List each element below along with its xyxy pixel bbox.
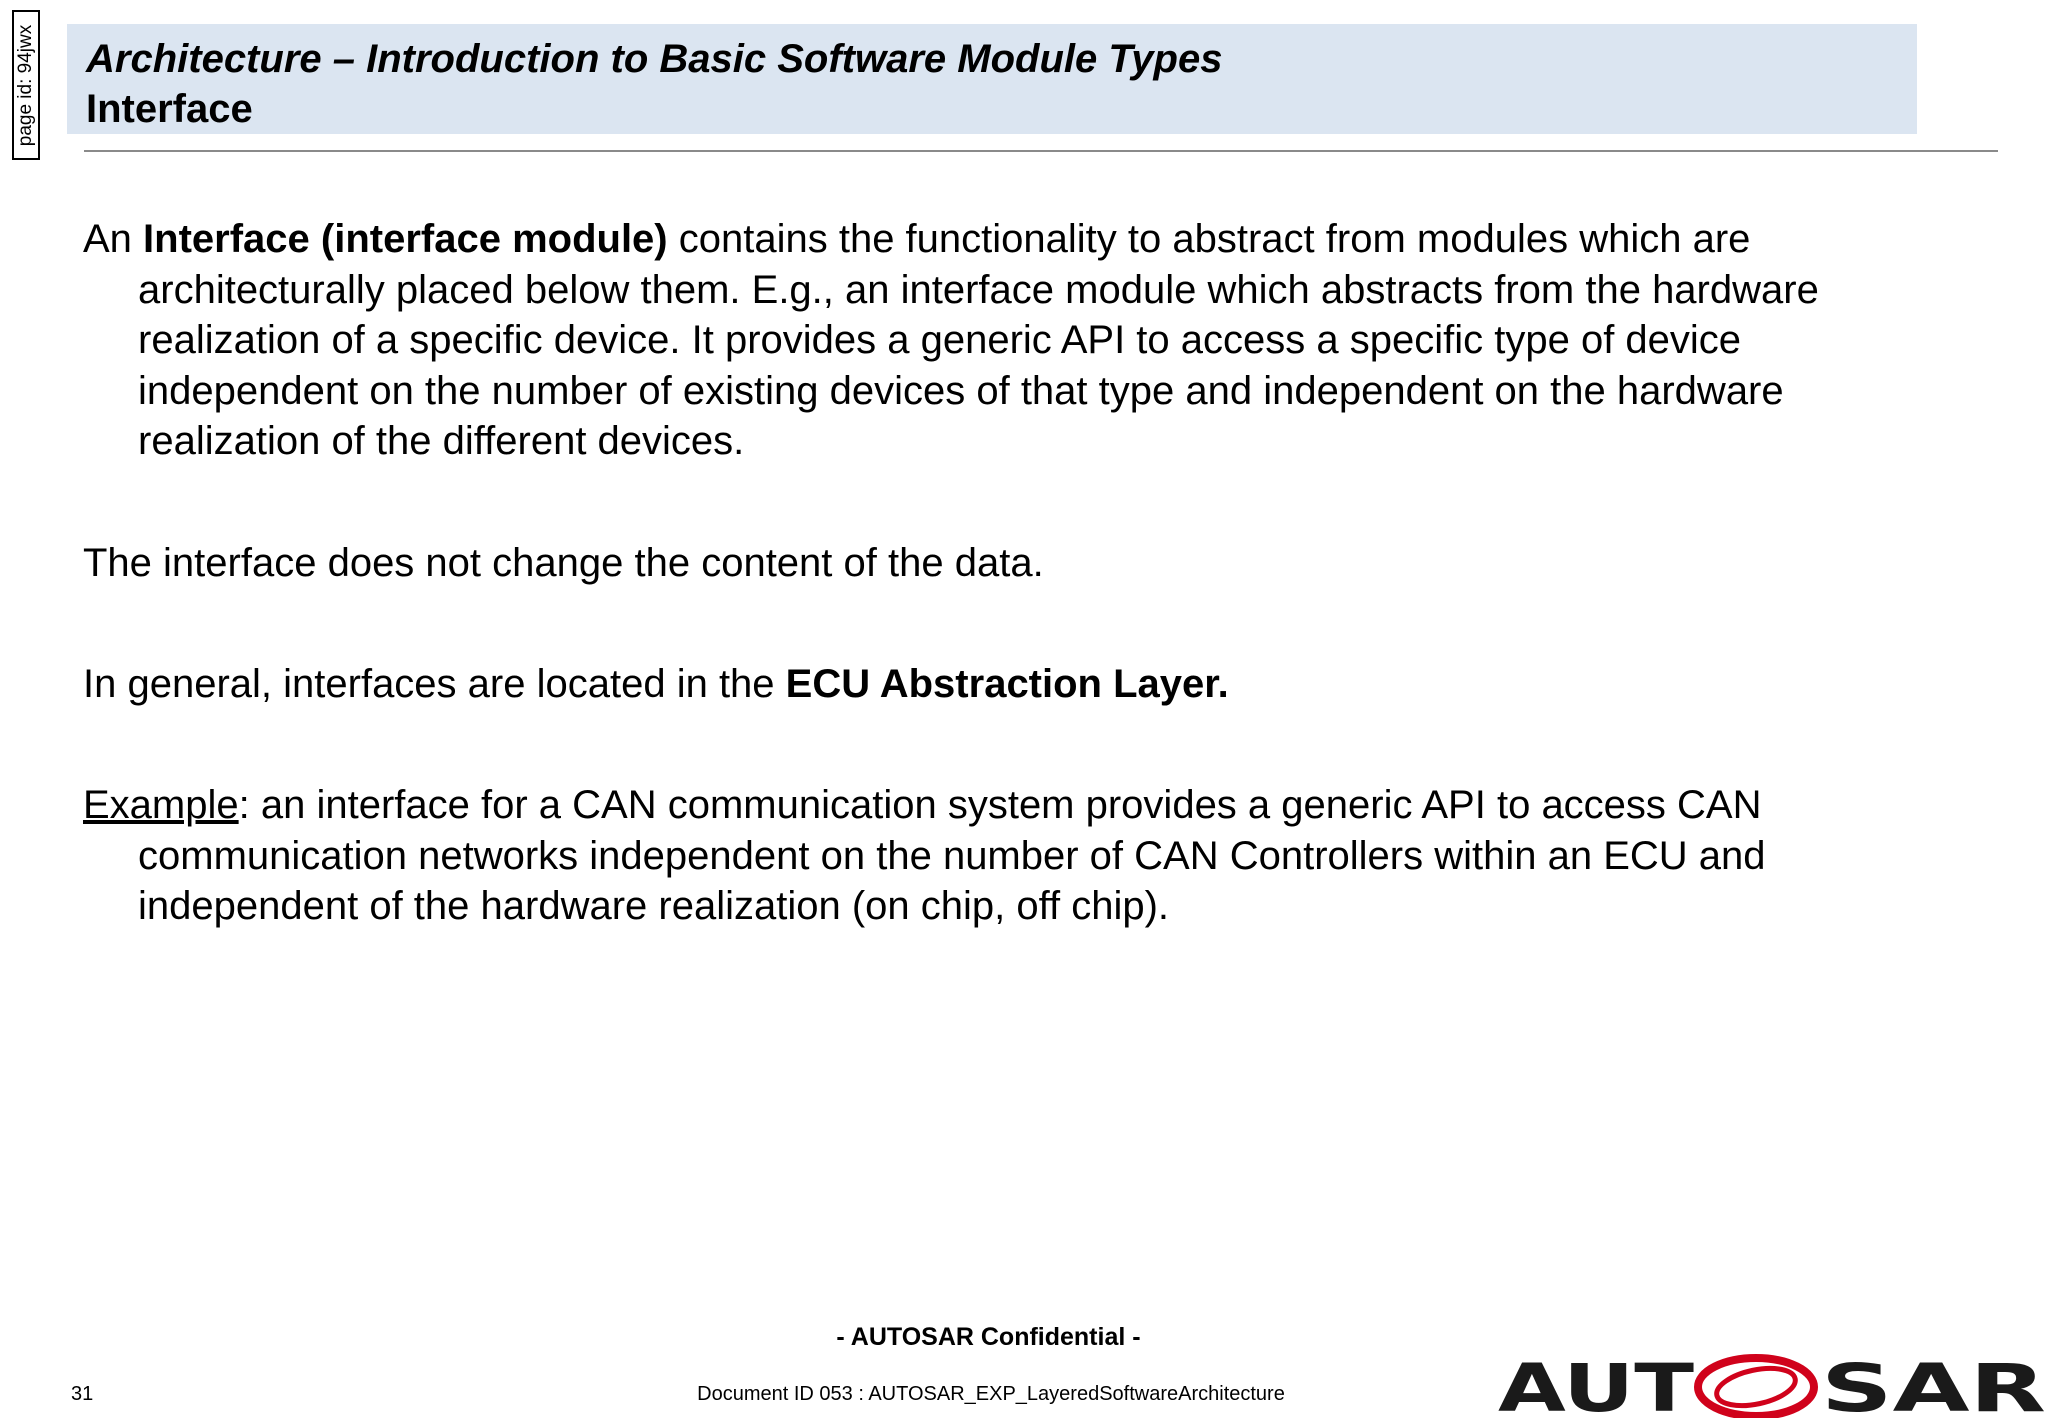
paragraph-data-content: The interface does not change the content of the data. <box>83 541 1044 585</box>
p3-lead: In general, interfaces are located in the <box>83 662 786 706</box>
page-id-box <box>12 10 40 160</box>
document-id: Document ID 053 : AUTOSAR_EXP_LayeredSoftwareArchitecture <box>697 1383 1285 1405</box>
p4-text: : an interface for a CAN communication system provides a generic API to access CAN communication networks independent on the number of CAN Controllers within an ECU and independent of the hardware realization (on chip, off chip). <box>138 783 1766 928</box>
logo-o-mark <box>1698 1358 1814 1416</box>
confidential-notice: - AUTOSAR Confidential - <box>836 1323 1141 1351</box>
page-number: 31 <box>71 1383 94 1405</box>
autosar-logo <box>1496 1353 2048 1418</box>
paragraph-layer-location <box>83 659 1968 710</box>
logo-text-left: AUT <box>1498 1353 1694 1418</box>
p3-layer-name: ECU Abstraction Layer. <box>785 662 1229 706</box>
example-label: Example <box>83 783 239 827</box>
p1-lead: An <box>83 217 144 261</box>
header-divider <box>84 150 1998 152</box>
page-subtitle: Interface <box>86 87 253 131</box>
page-id-label: page id: 94jwx <box>15 24 37 146</box>
p1-text: contains the functionality to abstract from modules which are architecturally placed below them. E.g., an interface module which abstracts from the hardware realization of a specific device. It provides a generic API to access a specific type of device independent on the number of existing devices of that type and independent on the hardware realization of the different devices. <box>138 217 1819 463</box>
logo-text-right: SAR <box>1821 1353 2046 1418</box>
paragraph-interface-definition <box>83 214 1968 467</box>
p1-term: Interface (interface module) <box>143 217 668 261</box>
page-title: Architecture – Introduction to Basic Software Module Types <box>86 37 1223 81</box>
paragraph-example <box>83 780 1968 932</box>
